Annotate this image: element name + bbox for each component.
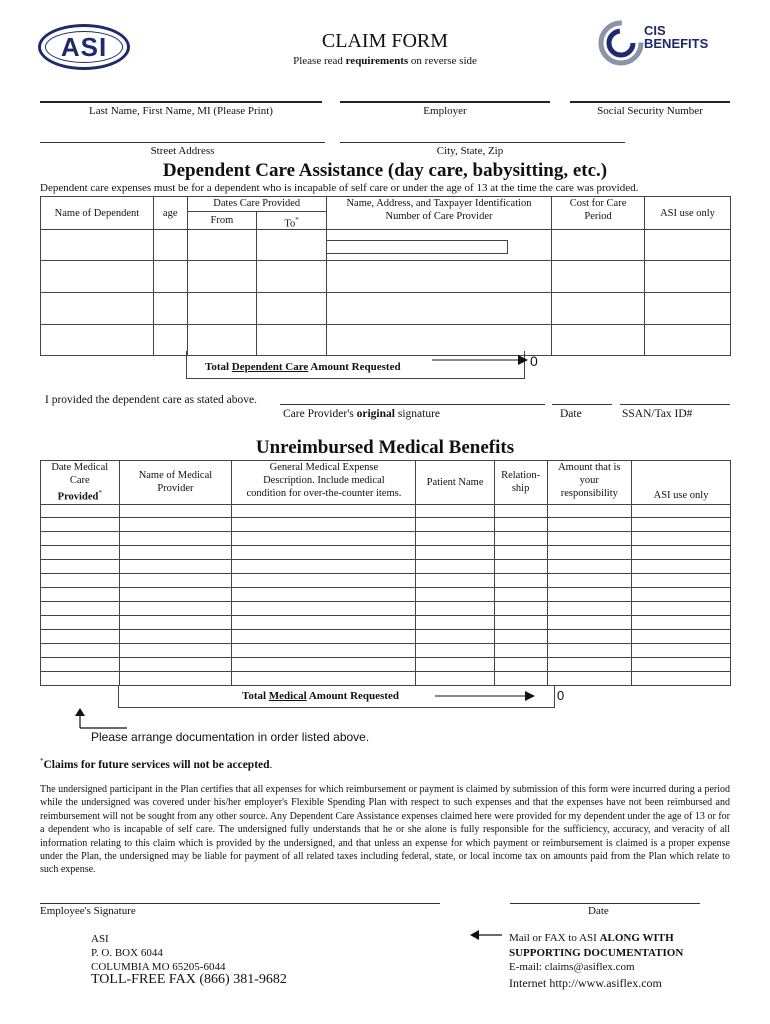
arrow-up-icon (72, 708, 128, 730)
mailing-address: ASI P. O. BOX 6044 COLUMBIA MO 65205-6044 (91, 933, 226, 973)
mail-instructions: Mail or FAX to ASI ALONG WITH SUPPORTING DOCUMENTATION E-mail: claims@asiflex.com Internet http://www.asiflex.com (509, 932, 684, 990)
dependent-intro: Dependent care expenses must be for a dependent who is incapable of self care or under the age of 13 at the time the care was provided. (40, 182, 639, 194)
table-row (41, 230, 731, 261)
table-row (41, 601, 731, 615)
table-row (41, 545, 731, 559)
col-date-medical-care: Date Medical Care Provided* (41, 461, 120, 505)
table-row (41, 559, 731, 573)
asi-logo (38, 24, 130, 70)
asi-logo-text: ASI (60, 31, 108, 62)
dependent-total-label: Total Dependent Care Amount Requested (205, 361, 401, 373)
ssn-label: Social Security Number (597, 105, 703, 117)
to-label: To* (284, 216, 299, 230)
col-age: age (153, 197, 187, 230)
col-expense-description: General Medical Expense Description. Include medical condition for over-the-counter items. (232, 461, 416, 505)
provider-date-label: Date (560, 408, 582, 420)
table-row (41, 615, 731, 629)
medical-total-label: Total Medical Amount Requested (242, 690, 399, 702)
dependent-heading: Dependent Care Assistance (day care, babysitting, etc.) (162, 160, 608, 181)
col-asi-use-only: ASI use only (645, 197, 731, 230)
table-row (41, 504, 731, 517)
form-title: CLAIM FORM (321, 30, 449, 52)
table-row (41, 657, 731, 671)
city-label: City, State, Zip (436, 145, 504, 157)
employee-signature-line[interactable] (40, 903, 440, 904)
future-services-note: *Claims for future services will not be accepted. (40, 757, 273, 771)
col-medical-provider: Name of Medical Provider (119, 461, 232, 505)
employer-label: Employer (423, 105, 467, 117)
dependent-attest: I provided the dependent care as stated above. (45, 394, 258, 406)
col-medical-asi-use-only: ASI use only (632, 461, 731, 505)
table-row (41, 573, 731, 587)
col-amount-responsibility: Amount that is your responsibility (547, 461, 632, 505)
provider-signature-line[interactable] (280, 404, 545, 405)
form-subtitle: Please read requirements on reverse side (293, 55, 477, 67)
arrange-note: Please arrange documentation in order listed above. (91, 730, 370, 744)
col-provider: Name, Address, and Taxpayer Identification Number of Care Provider (326, 197, 551, 230)
employee-date-line[interactable] (510, 903, 700, 904)
dates-care-provided-label: Dates Care Provided (188, 197, 326, 212)
name-label: Last Name, First Name, MI (Please Print) (89, 105, 273, 117)
table-row (41, 671, 731, 685)
medical-heading: Unreimbursed Medical Benefits (255, 437, 515, 458)
dependent-total-value[interactable]: 0 (530, 353, 538, 369)
toll-free-fax: TOLL-FREE FAX (866) 381-9682 (91, 972, 287, 987)
table-row (41, 517, 731, 531)
col-relationship: Relation- ship (494, 461, 547, 505)
provider-date-line[interactable] (552, 404, 612, 405)
dependent-table (40, 196, 731, 356)
medical-table (40, 460, 731, 686)
medical-total-value[interactable]: 0 (557, 688, 565, 703)
email-address[interactable]: E-mail: claims@asiflex.com (509, 961, 635, 973)
employer-line[interactable] (340, 101, 550, 103)
arrow-left-icon (470, 930, 502, 940)
from-label: From (188, 212, 258, 229)
col-name-of-dependent: Name of Dependent (41, 197, 154, 230)
name-line[interactable] (40, 101, 322, 103)
cis-logo-text: CIS BENEFITS (644, 23, 709, 51)
col-patient-name: Patient Name (416, 461, 494, 505)
table-row (41, 261, 731, 293)
street-label: Street Address (150, 145, 215, 157)
cis-benefits-logo (598, 20, 718, 68)
cis-swirl-icon (598, 20, 644, 66)
street-line[interactable] (40, 142, 325, 143)
table-row (41, 293, 731, 325)
table-row (41, 629, 731, 643)
table-row (41, 587, 731, 601)
provider-ssan-line[interactable] (620, 404, 730, 405)
arrow-right-icon (435, 690, 535, 702)
employee-signature-label: Employee's Signature (40, 905, 136, 917)
table-row (41, 643, 731, 657)
ssn-line[interactable] (570, 101, 730, 103)
city-line[interactable] (340, 142, 625, 143)
provider-signature-label: Care Provider's original signature (283, 408, 440, 420)
table-row (41, 531, 731, 545)
col-cost: Cost for Care Period (552, 197, 645, 230)
employee-date-label: Date (588, 905, 609, 917)
col-dates (187, 197, 326, 230)
certification-paragraph: The undersigned participant in the Plan certifies that all expenses for which reimbursement or payment is claimed by submission of this form were incurred during a period while the undersigned was covered under his/her employer's Flexible Spending Plan with respect to such expenses and that the expenses have not been reimbursed and reimbursement will not be sought from any other source. Any Dependent Care Assistance expenses claimed here were provided for my dependent under the age of 13 or for a dependent who is incapable of self care. The undersigned fully understands that he or she alone is fully responsible for the sufficiency, accuracy, and veracity of all information relating to this claim which is provided by the undersigned, and that unless an expense for which payment or reimbursement is claimed is a proper expense under the Plan, the undersigned may be liable for payment of all related taxes including federal, state, or local income tax on amounts paid from the Plan which relate to such expense. (40, 784, 730, 876)
provider-ssan-label: SSAN/Tax ID# (622, 408, 693, 420)
arrow-right-icon (432, 354, 528, 366)
website-link[interactable]: Internet http://www.asiflex.com (509, 975, 662, 990)
